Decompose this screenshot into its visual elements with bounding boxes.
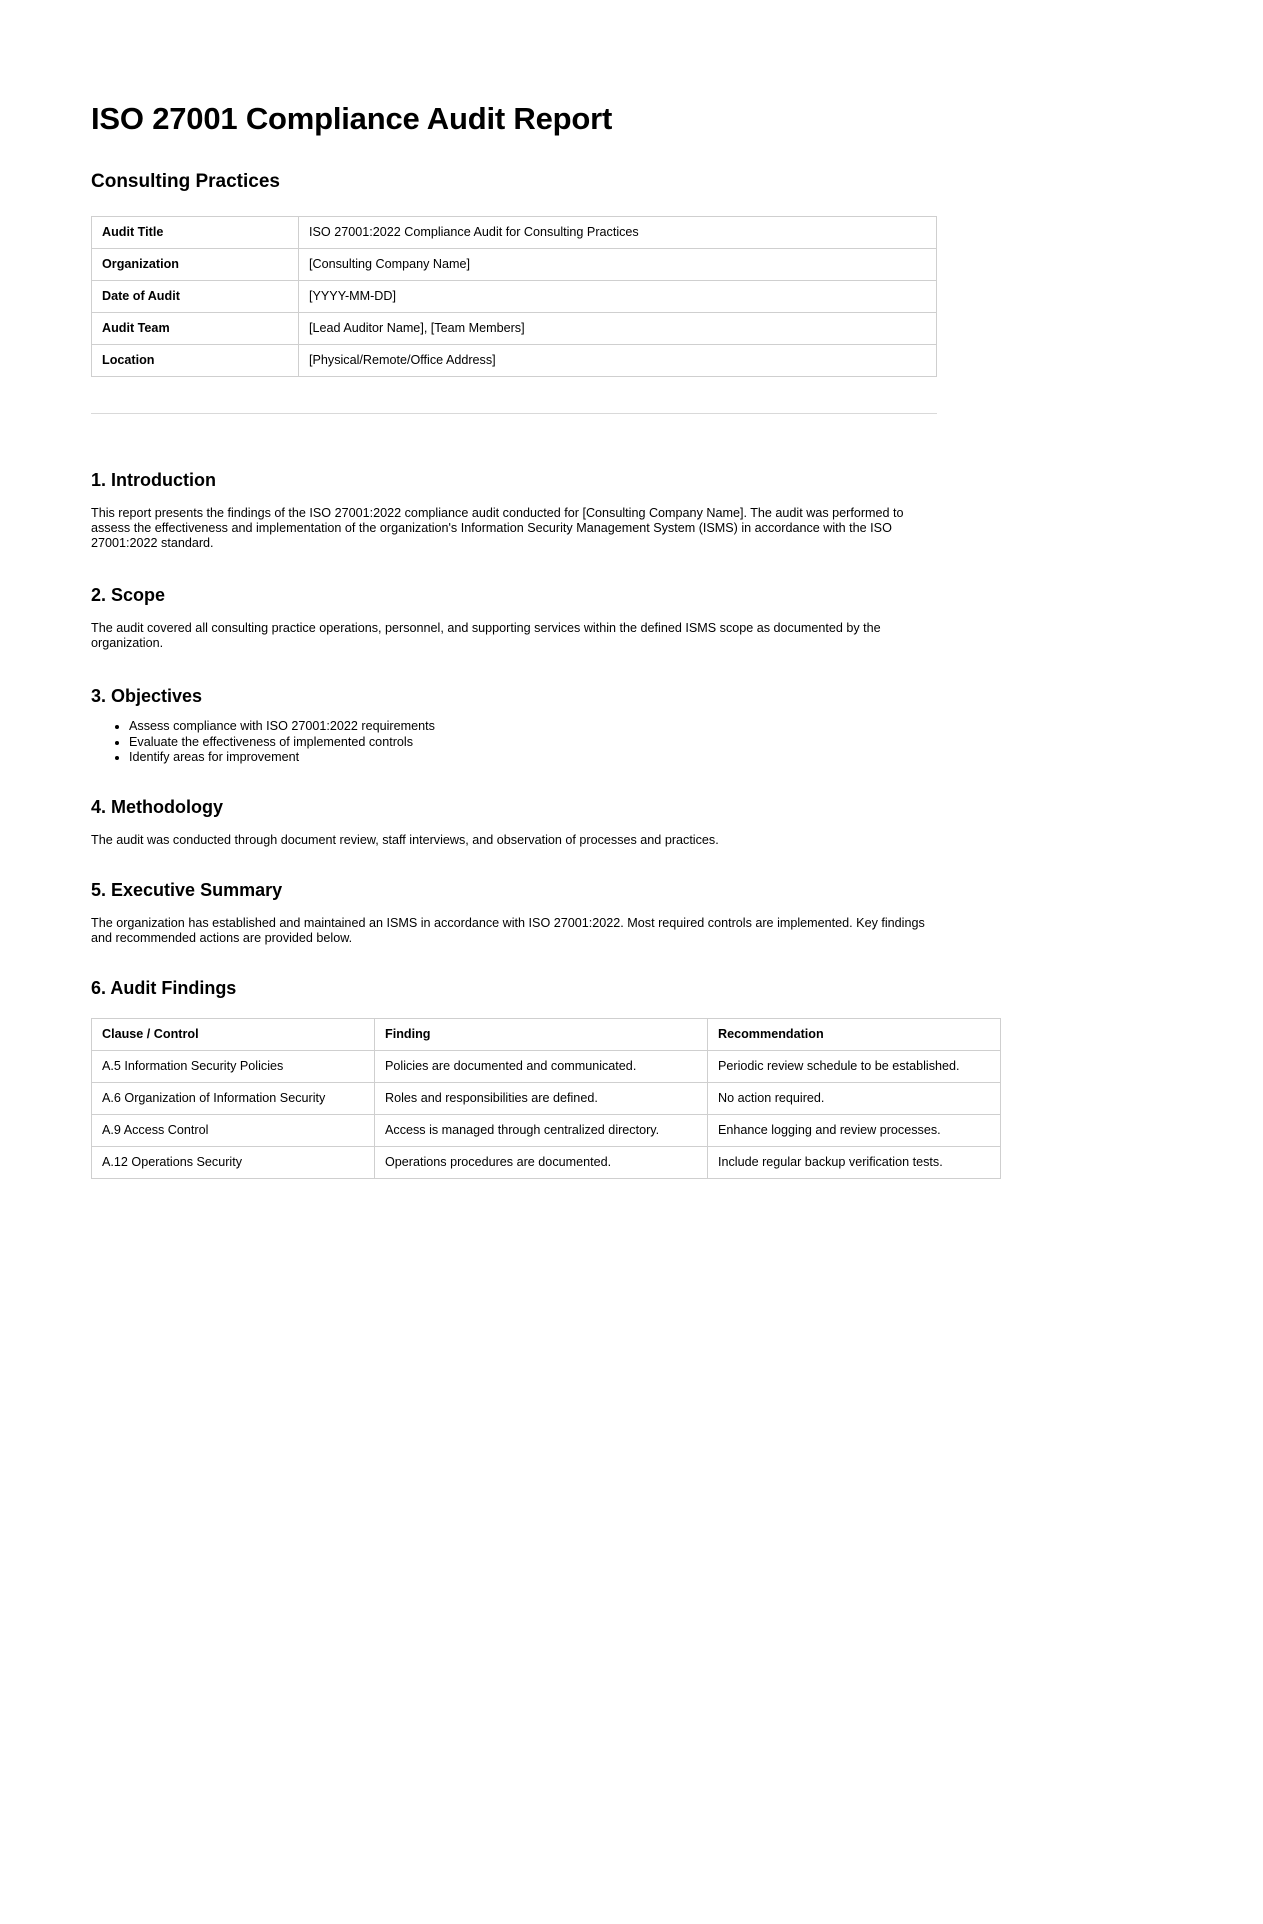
objectives-list: [91, 707, 937, 765]
section-divider: [91, 413, 937, 414]
table-row: [92, 1114, 1001, 1146]
table-row: [92, 280, 937, 312]
audit-findings-table: [91, 1018, 1001, 1179]
document-subtitle: Consulting Practices: [91, 171, 280, 193]
section-heading-introduction: 1. Introduction: [91, 469, 216, 490]
table-row: [92, 344, 937, 376]
cell-clause: A.9 Access Control: [92, 1114, 375, 1146]
section-body-scope: The audit covered all consulting practice operations, personnel, and supporting services within the defined ISMS scope as documented by the organization.: [91, 621, 881, 651]
cell-finding: Roles and responsibilities are defined.: [375, 1082, 708, 1114]
list-item: • Assess compliance with ISO 27001:2022 requirements: [129, 719, 937, 734]
section-heading-methodology: 4. Methodology: [91, 797, 223, 818]
section-heading-scope: 2. Scope: [91, 585, 166, 606]
page-title: ISO 27001 Compliance Audit Report: [91, 101, 613, 136]
cell-recommendation: Periodic review schedule to be established.: [708, 1050, 1001, 1082]
section-heading-audit-findings: 6. Audit Findings: [91, 978, 237, 999]
table-row: [92, 1146, 1001, 1178]
cell-clause: A.6 Organization of Information Security: [92, 1082, 375, 1114]
info-value-date-of-audit: [YYYY-MM-DD]: [299, 280, 937, 312]
section-body-introduction: This report presents the findings of the ISO 27001:2022 compliance audit conducted for [Consulting Company Name]. The audit was performed to assess the effectiveness and implementation of the organization's Information Security Management System (ISMS) in accordance with the ISO 27001:2022 standard.: [91, 505, 904, 551]
list-item: • Identify areas for improvement: [129, 750, 937, 765]
cell-recommendation: Enhance logging and review processes.: [708, 1114, 1001, 1146]
section-heading-executive-summary: 5. Executive Summary: [91, 880, 283, 901]
info-key-organization: Organization: [92, 248, 299, 280]
cell-finding: Operations procedures are documented.: [375, 1146, 708, 1178]
table-row: [92, 312, 937, 344]
info-value-organization: [Consulting Company Name]: [299, 248, 937, 280]
cell-clause: A.12 Operations Security: [92, 1146, 375, 1178]
column-header-recommendation: Recommendation: [708, 1018, 1001, 1050]
cell-recommendation: No action required.: [708, 1082, 1001, 1114]
table-row: [92, 248, 937, 280]
section-body-executive-summary: The organization has established and maintained an ISMS in accordance with ISO 27001:2022. Most required controls are implemented. Key findings and recommended actions are provided below.: [91, 915, 925, 945]
cell-finding: Access is managed through centralized directory.: [375, 1114, 708, 1146]
info-key-date-of-audit: Date of Audit: [92, 280, 299, 312]
table-header-row: [92, 1018, 1001, 1050]
cell-finding: Policies are documented and communicated.: [375, 1050, 708, 1082]
info-key-audit-title: Audit Title: [92, 216, 299, 248]
audit-findings-table-viewport: [91, 1018, 960, 1169]
table-row: [92, 1082, 1001, 1114]
table-row: [92, 216, 937, 248]
list-item: • Evaluate the effectiveness of implemented controls: [129, 735, 937, 750]
table-row: [92, 1050, 1001, 1082]
document-body: [91, 0, 960, 1169]
column-header-clause: Clause / Control: [92, 1018, 375, 1050]
column-header-finding: Finding: [375, 1018, 708, 1050]
section-heading-objectives: 3. Objectives: [91, 685, 203, 706]
info-key-location: Location: [92, 344, 299, 376]
info-value-audit-team: [Lead Auditor Name], [Team Members]: [299, 312, 937, 344]
cell-recommendation: Include regular backup verification tests.: [708, 1146, 1001, 1178]
info-value-location: [Physical/Remote/Office Address]: [299, 344, 937, 376]
cell-clause: A.5 Information Security Policies: [92, 1050, 375, 1082]
info-key-audit-team: Audit Team: [92, 312, 299, 344]
info-value-audit-title: ISO 27001:2022 Compliance Audit for Consulting Practices: [299, 216, 937, 248]
section-body-methodology: The audit was conducted through document review, staff interviews, and observation of processes and practices.: [91, 832, 719, 847]
audit-info-table: [91, 216, 937, 377]
